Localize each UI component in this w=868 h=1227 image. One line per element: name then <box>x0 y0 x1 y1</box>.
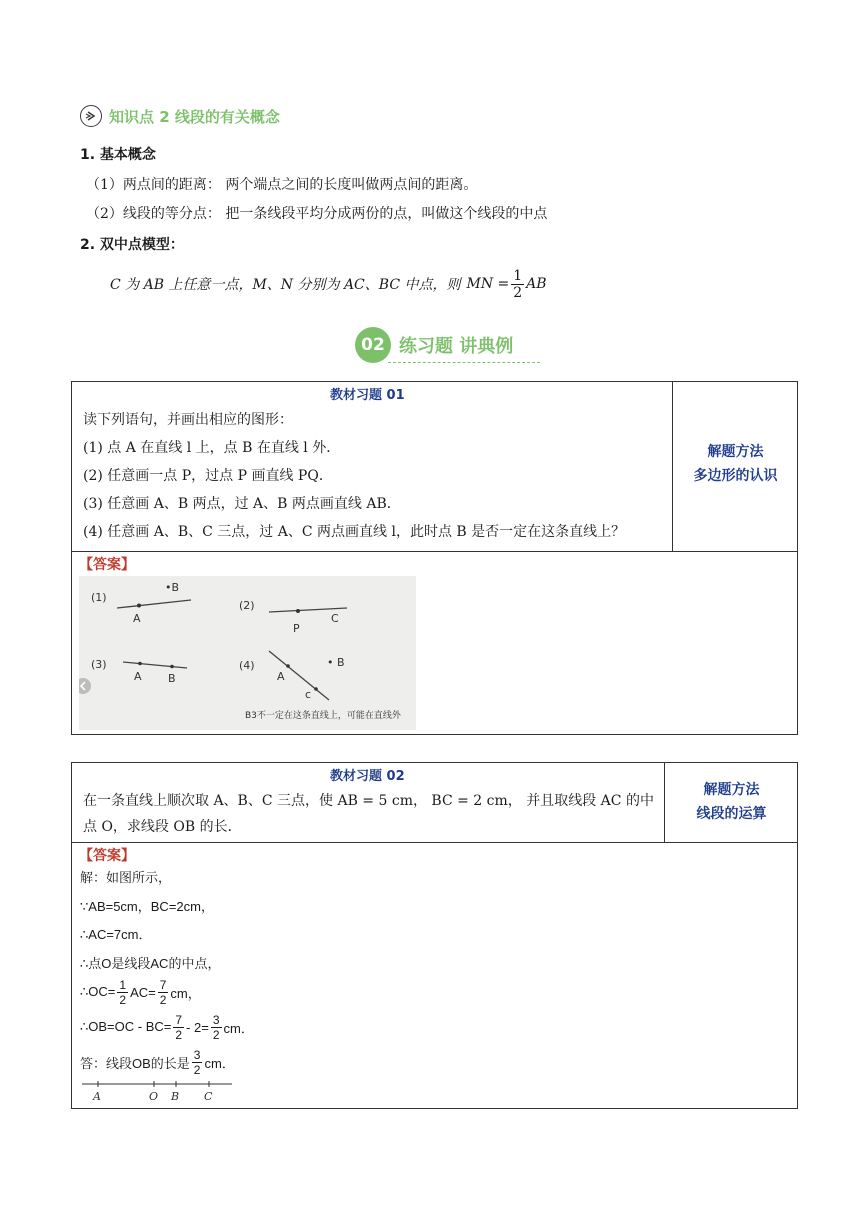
practice-section-header <box>355 327 513 363</box>
fraction <box>192 1048 203 1077</box>
method-label: 解题方法 <box>703 782 760 798</box>
section-label: 练习题 讲典例 <box>399 336 514 357</box>
sketch-label-4B: • B <box>327 656 345 669</box>
solution-text: ∴OB=OC - BC= <box>80 1019 172 1034</box>
section-number-badge: 02 <box>355 327 391 363</box>
sketch-label-3: (3) <box>91 658 107 671</box>
sketch-label-1A: A <box>133 612 141 625</box>
sketch-label-3B: B <box>168 672 176 685</box>
concept-item-midpoint: （2）线段的等分点： 把一条线段平均分成两份的点，叫做这个线段的中点 <box>86 206 548 222</box>
figure-label-C: C <box>204 1090 213 1103</box>
solution-text: - 2= <box>186 1019 209 1035</box>
solution-text: 答：线段OB的长是 <box>80 1055 190 1071</box>
solution-text: AC= <box>130 984 156 1000</box>
frac-den: 2 <box>159 992 167 1007</box>
exercise1-method <box>673 440 798 488</box>
frac-num: 3 <box>193 1047 201 1062</box>
frac-den: 2 <box>212 1027 220 1042</box>
formula-fraction <box>511 268 524 301</box>
sketch-label-3A: A <box>134 670 142 683</box>
exercise1-line: 读下列语句，并画出相应的图形： <box>83 412 293 428</box>
answer-sketch-photo <box>79 576 416 730</box>
exercise2-row-divider <box>71 842 798 843</box>
formula-text: C 为 AB 上任意一点，M、N 分别为 AC、BC 中点，则 <box>110 277 461 293</box>
formula-lhs: MN = <box>466 276 510 292</box>
exercise2-answer-label: 【答案】 <box>79 848 135 864</box>
chevron-circle-icon <box>80 105 102 127</box>
frac-num: 7 <box>159 977 167 992</box>
frac-num: 1 <box>119 977 127 992</box>
double-midpoint-formula <box>110 264 547 304</box>
basic-concepts-heading: 1. 基本概念 <box>80 147 156 163</box>
sketch-label-4A: A <box>277 670 285 683</box>
fraction <box>158 978 169 1007</box>
formula-frac-num: 1 <box>513 267 523 284</box>
solution-line: ∵AB=5cm，BC=2cm， <box>80 898 214 914</box>
exercise1-line: (3) 任意画 A、B 两点，过 A、B 两点画直线 AB． <box>83 496 401 512</box>
solution-line-oc <box>80 976 201 1008</box>
exercise2-title: 教材习题 02 <box>330 769 405 784</box>
frac-den: 2 <box>175 1027 183 1042</box>
frac-den: 2 <box>119 992 127 1007</box>
solution-text: cm． <box>204 1055 235 1071</box>
sketch-label-4: (4) <box>239 659 255 672</box>
concept-item-distance: （1）两点间的距离： 两个端点之间的长度叫做两点间的距离。 <box>86 177 478 193</box>
fraction <box>117 978 128 1007</box>
formula-frac-den: 2 <box>513 284 523 301</box>
knowledge-point-title <box>80 103 280 129</box>
frac-den: 2 <box>193 1062 201 1077</box>
solution-text: ∴OC= <box>80 984 116 999</box>
exercise1-answer-label: 【答案】 <box>79 557 135 573</box>
method-label: 解题方法 <box>707 444 764 460</box>
exercise1-line: (1) 点 A 在直线 l 上，点 B 在直线 l 外． <box>83 440 341 456</box>
solution-line-answer <box>80 1046 235 1078</box>
exercise1-row-divider <box>71 551 798 552</box>
method-name: 线段的运算 <box>696 806 767 822</box>
sketch-label-1B: •B <box>165 581 180 594</box>
sketch-label-2C: C <box>331 612 339 625</box>
fraction <box>211 1013 222 1042</box>
solution-text: cm． <box>223 1020 254 1036</box>
exercise2-method <box>665 778 798 826</box>
method-name: 多边形的认识 <box>693 468 778 484</box>
exercise2-line: 在一条直线上顺次取 A、B、C 三点，使 AB = 5 cm， BC = 2 cm， 并且取线段 AC 的中 <box>83 793 654 809</box>
solution-text: cm， <box>170 985 201 1001</box>
solution-line: 解：如图所示， <box>80 869 172 885</box>
answer-sketch-drawing <box>79 576 416 730</box>
frac-num: 7 <box>175 1012 183 1027</box>
figure-label-B: B <box>171 1090 180 1103</box>
double-midpoint-heading: 2. 双中点模型： <box>80 237 184 253</box>
segment-figure <box>80 1078 240 1104</box>
frac-num: 3 <box>212 1012 220 1027</box>
exercise2-line: 点 O，求线段 OB 的长． <box>83 819 242 835</box>
sketch-label-2: (2) <box>239 599 255 612</box>
exercise1-title: 教材习题 01 <box>330 388 405 403</box>
formula-rhs: AB <box>526 276 547 292</box>
figure-label-O: O <box>149 1090 159 1103</box>
sketch-label-2P: P <box>293 622 300 635</box>
solution-line: ∴点O是线段AC的中点， <box>80 955 221 971</box>
exercise1-line: (2) 任意画一点 P，过点 P 画直线 PQ． <box>83 468 333 484</box>
exercise1-line: (4) 任意画 A、B、C 三点，过 A、C 两点画直线 l，此时点 B 是否一定在这条直线上？ <box>83 524 626 540</box>
sketch-note: B3不一定在这条直线上，可能在直线外 <box>245 711 401 721</box>
sketch-label-4C: c <box>305 688 312 701</box>
figure-label-A: A <box>93 1090 101 1103</box>
solution-line: ∴AC=7cm． <box>80 926 152 942</box>
fraction <box>173 1013 184 1042</box>
solution-line-ob <box>80 1011 254 1043</box>
section-underline <box>388 362 540 363</box>
knowledge-point-title-text: 知识点 2 线段的有关概念 <box>109 107 280 126</box>
sketch-label-1: (1) <box>91 591 107 604</box>
